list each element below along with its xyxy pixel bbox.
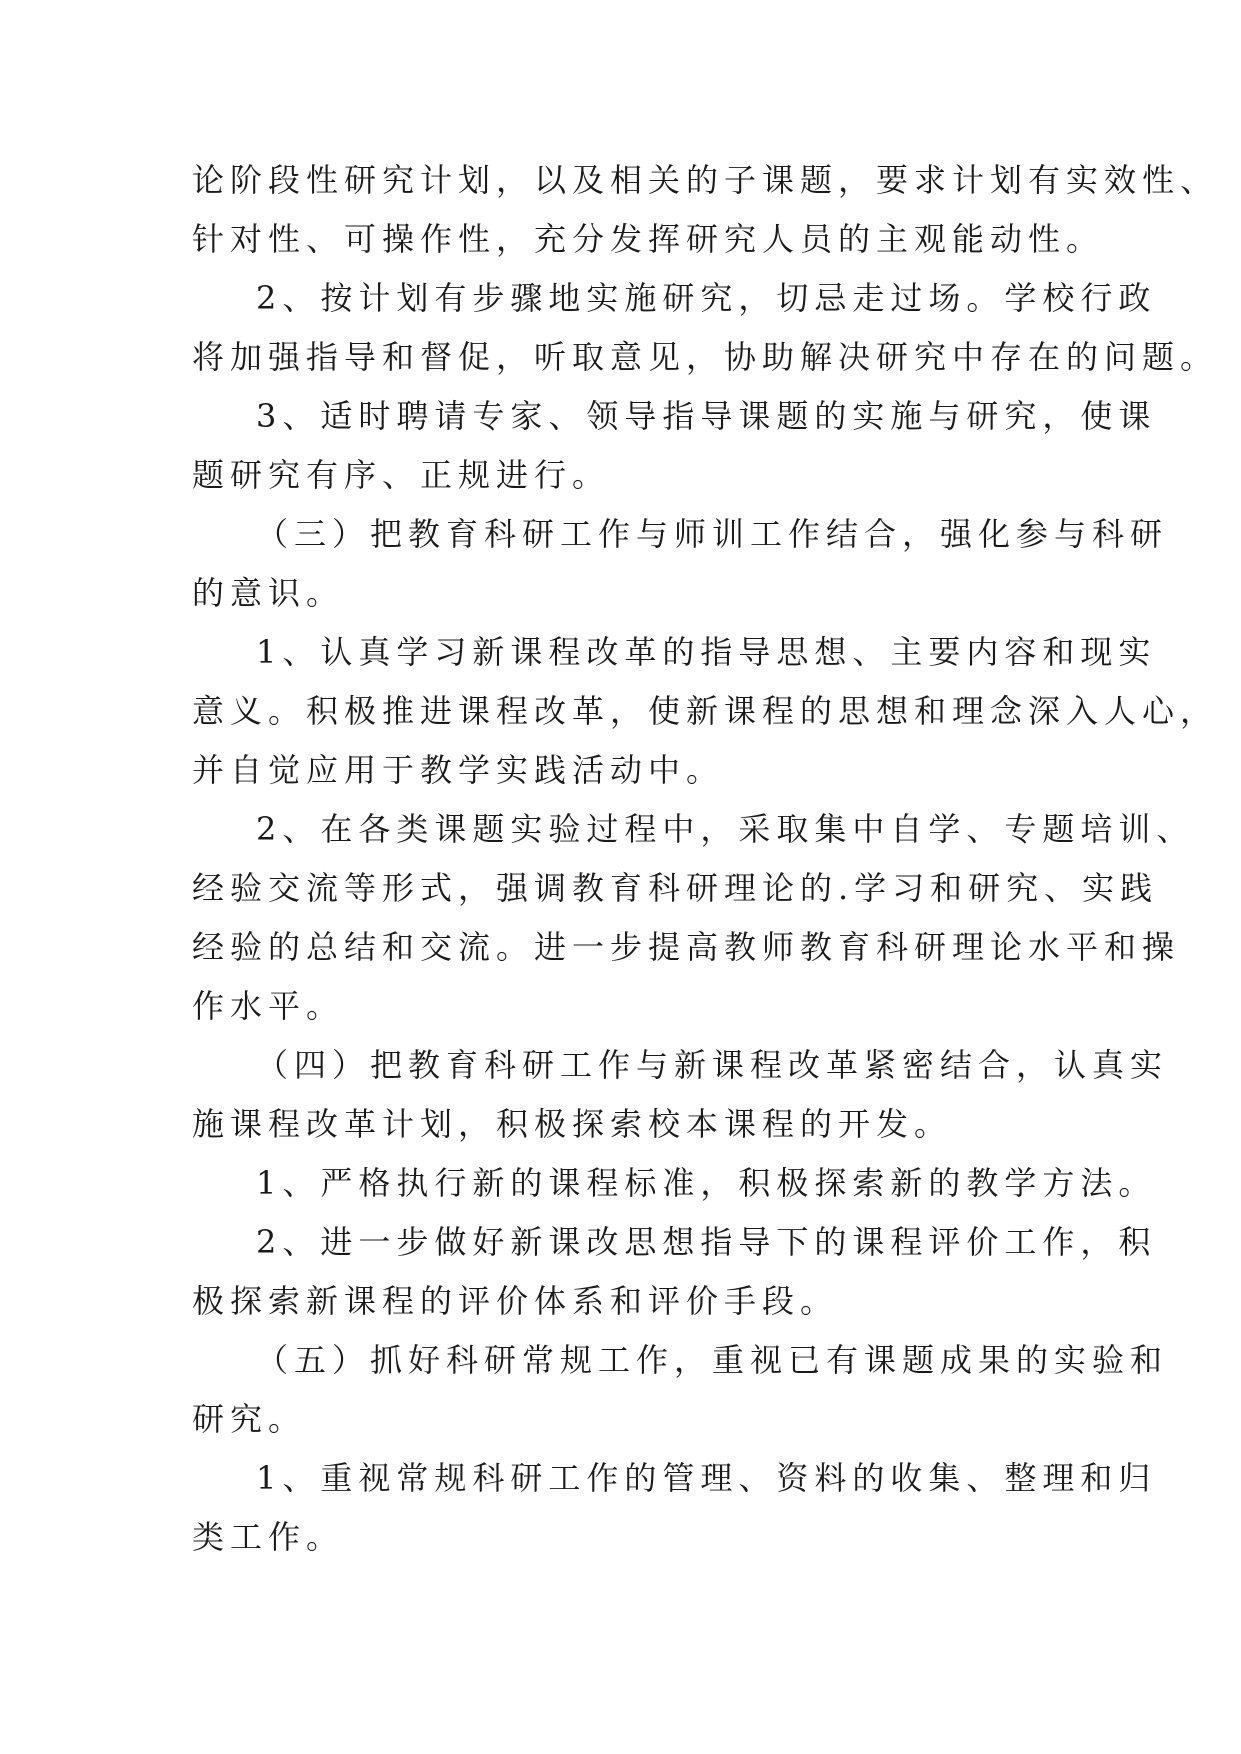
text-line: 将加强指导和督促，听取意见，协助解决研究中存在的问题。 bbox=[192, 338, 1219, 376]
text-line: 1、重视常规科研工作的管理、资料的收集、整理和归 bbox=[256, 1459, 1157, 1497]
text-line: 1、认真学习新课程改革的指导思想、主要内容和现实 bbox=[256, 633, 1157, 671]
text-line: 并自觉应用于教学实践活动中。 bbox=[192, 751, 725, 789]
section-heading-line: 的意识。 bbox=[192, 574, 345, 612]
text-line: 1、严格执行新的课程标准，积极探索新的教学方法。 bbox=[256, 1164, 1157, 1202]
text-line: 论阶段性研究计划，以及相关的子课题，要求计划有实效性、 bbox=[192, 161, 1219, 199]
text-line: 经验交流等形式，强调教育科研理论的.学习和研究、实践 bbox=[192, 869, 1159, 907]
text-line: 作水平。 bbox=[192, 987, 345, 1025]
text-line: 题研究有序、正规进行。 bbox=[192, 456, 611, 494]
text-line: 3、适时聘请专家、领导指导课题的实施与研究，使课 bbox=[256, 397, 1157, 435]
text-line: 2、按计划有步骤地实施研究，切忌走过场。学校行政 bbox=[256, 279, 1157, 317]
text-line: 2、在各类课题实验过程中，采取集中自学、专题培训、 bbox=[256, 810, 1195, 848]
section-heading-line: （四）把教育科研工作与新课程改革紧密结合，认真实 bbox=[256, 1046, 1169, 1084]
section-heading-line: （三）把教育科研工作与师训工作结合，强化参与科研 bbox=[256, 515, 1169, 553]
text-line: 针对性、可操作性，充分发挥研究人员的主观能动性。 bbox=[192, 220, 1105, 258]
text-line: 类工作。 bbox=[192, 1518, 345, 1556]
text-line: 意义。积极推进课程改革，使新课程的思想和理念深入人心， bbox=[192, 692, 1219, 730]
section-heading-line: （五）抓好科研常规工作，重视已有课题成果的实验和 bbox=[256, 1341, 1169, 1379]
section-heading-line: 施课程改革计划，积极探索校本课程的开发。 bbox=[192, 1105, 953, 1143]
text-line: 极探索新课程的评价体系和评价手段。 bbox=[192, 1282, 839, 1320]
text-line: 经验的总结和交流。进一步提高教师教育科研理论水平和操 bbox=[192, 928, 1181, 966]
document-body bbox=[192, 160, 1219, 1576]
text-line: 2、进一步做好新课改思想指导下的课程评价工作，积 bbox=[256, 1223, 1157, 1261]
section-heading-line: 研究。 bbox=[192, 1400, 307, 1438]
